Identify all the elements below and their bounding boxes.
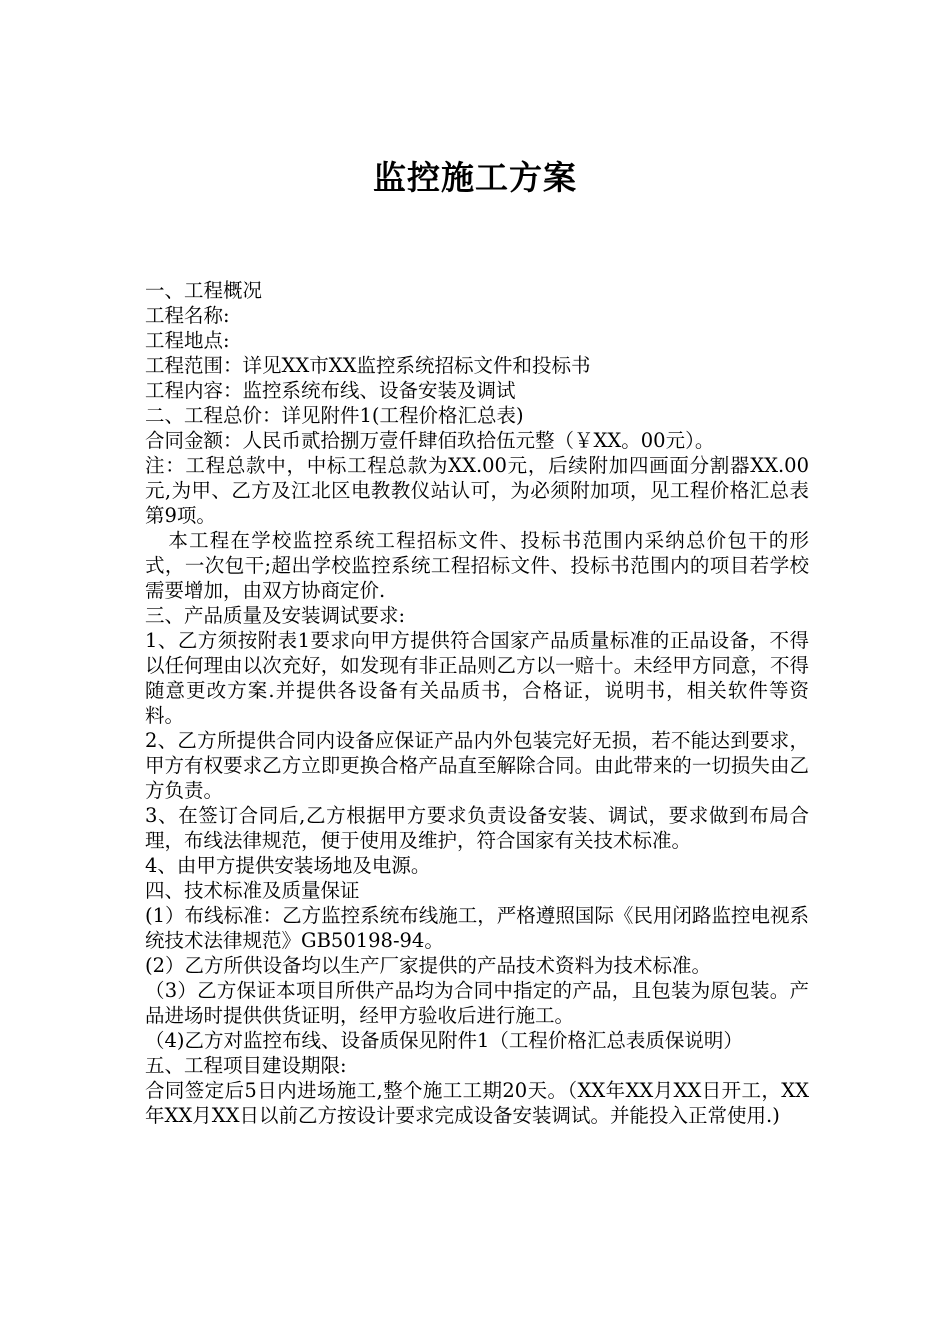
project-location-line: 工程地点: [145, 329, 230, 352]
standard-item-2: (2）乙方所供设备均以生产厂家提供的产品技术资料为技术标准。 [145, 954, 712, 977]
note-paragraph: 注：工程总款中，中标工程总款为XX.00元，后续附加四画面分割器XX.00元,为甲、乙方及江北区电教教仪站认可，为必须附加项，见工程价格汇总表第9项。 [145, 454, 809, 527]
section-heading-schedule: 五、工程项目建设期限: [145, 1054, 347, 1077]
quality-item-2: 2、乙方所提供合同内设备应保证产品内外包装完好无损，若不能达到要求，甲方有权要求乙方立即更换合格产品直至解除合同。由此带来的一切损失由乙方负责。 [145, 729, 809, 802]
project-name-line: 工程名称: [145, 304, 230, 327]
contract-amount-line: 合同金额：人民币贰拾捌万壹仟肆佰玖拾伍元整（￥XX。00元）。 [145, 429, 715, 452]
section-heading-standards: 四、技术标准及质量保证 [145, 879, 360, 902]
standard-item-3: （3）乙方保证本项目所供产品均为合同中指定的产品，且包装为原包装。产品进场时提供供货证明，经甲方验收后进行施工。 [145, 979, 809, 1027]
quality-item-4: 4、由甲方提供安装场地及电源。 [145, 854, 431, 877]
section-heading-total-price: 二、工程总价：详见附件1(工程价格汇总表) [145, 404, 524, 427]
standard-item-1: (1）布线标准：乙方监控系统布线施工，严格遵照国际《民用闭路监控电视系统技术法律规范》GB50198-94。 [145, 904, 809, 952]
document-title: 监控施工方案 [373, 158, 577, 197]
quality-item-3: 3、在签订合同后,乙方根据甲方要求负责设备安装、调试，要求做到布局合理，布线法律规范，便于使用及维护，符合国家有关技术标准。 [145, 804, 809, 852]
project-content-line: 工程内容：监控系统布线、设备安装及调试 [145, 379, 516, 402]
section-heading-quality: 三、产品质量及安装调试要求: [145, 604, 406, 627]
quality-item-1: 1、乙方须按附表1要求向甲方提供符合国家产品质量标准的正品设备，不得以任何理由以次充好，如发现有非正品则乙方以一赔十。未经甲方同意，不得随意更改方案.并提供各设备有关品质书，合格证，说明书，相关软件等资料。 [145, 629, 809, 727]
document-body [145, 278, 809, 1128]
lump-sum-paragraph: 本工程在学校监控系统工程招标文件、投标书范围内采纳总价包干的形式，一次包干;超出学校监控系统工程招标文件、投标书范围内的项目若学校需要增加，由双方协商定价. [145, 529, 809, 602]
schedule-paragraph: 合同签定后5日内进场施工,整个施工工期20天。（XX年XX月XX日开工，XX年XX月XX日以前乙方按设计要求完成设备安装调试。并能投入正常使用.) [145, 1079, 809, 1127]
project-scope-line: 工程范围：详见XX市XX监控系统招标文件和投标书 [145, 354, 591, 377]
standard-item-4: （4)乙方对监控布线、设备质保见附件1（工程价格汇总表质保说明） [145, 1029, 743, 1052]
section-heading-overview: 一、工程概况 [145, 279, 263, 302]
